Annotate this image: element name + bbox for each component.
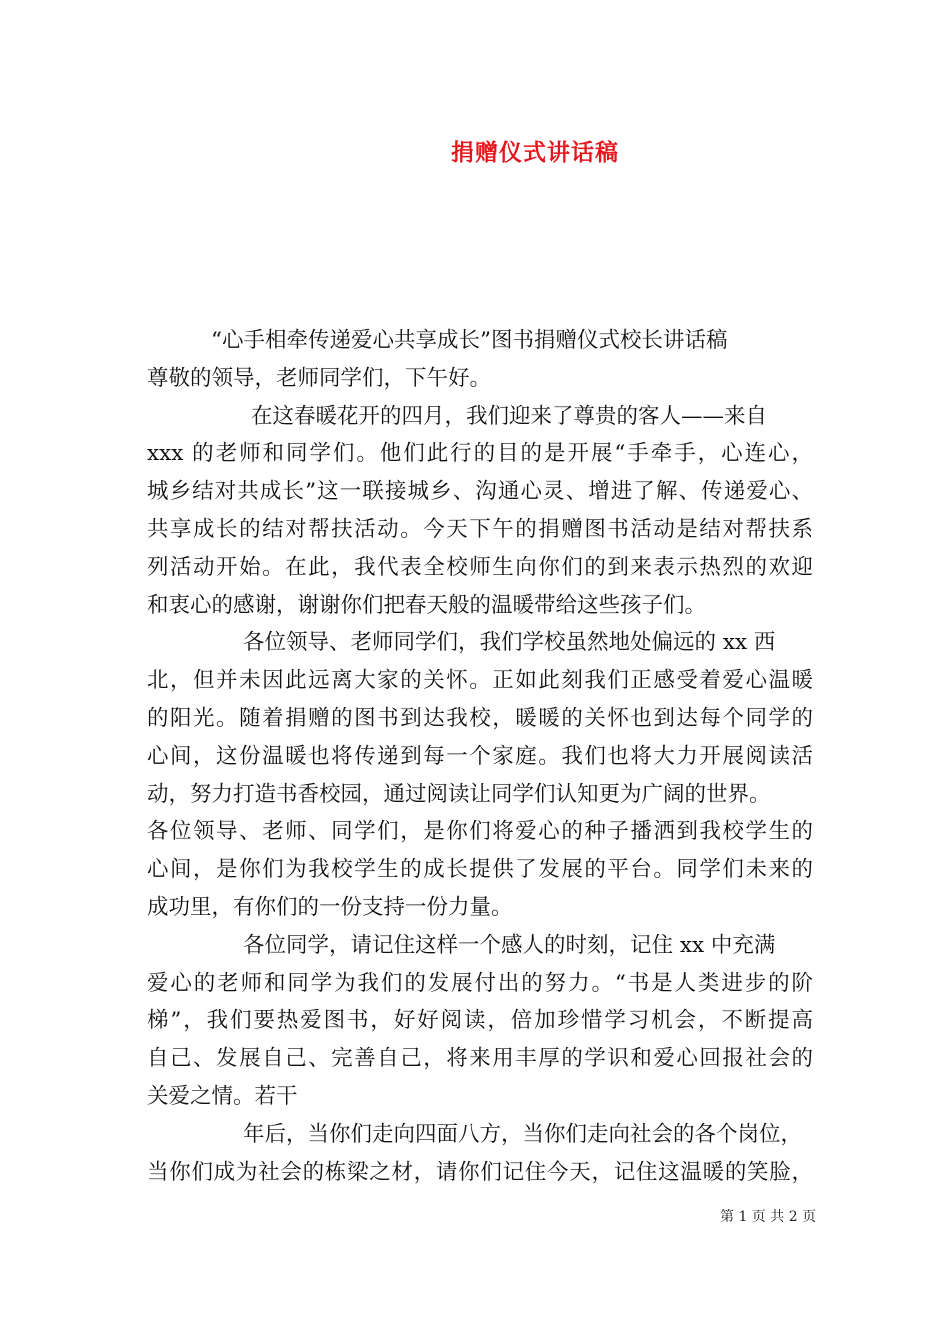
text-line: “心手相牵传递爱心共享成长”图书捐赠仪式校长讲话稿 — [211, 328, 728, 353]
page-number: 第 1 页 共 2 页 — [720, 1209, 817, 1225]
text-line: 当你们成为社会的栋梁之材，请你们记住今天，记住这温暖的笑脸， — [147, 1159, 813, 1185]
text-line: 和衷心的感谢，谢谢你们把春天般的温暖带给这些孩子们。 — [147, 592, 707, 618]
text-line: 各位同学，请记住这样一个感人的时刻，记住 xx 中充满 — [243, 932, 776, 958]
text-line: xxx 的老师和同学们。他们此行的目的是开展“手牵手，心连心， — [147, 441, 813, 467]
text-line: 梯”，我们要热爱图书，好好阅读，倍加珍惜学习机会，不断提高 — [147, 1008, 813, 1034]
text-line: 各位领导、老师、同学们，是你们将爱心的种子播洒到我校学生的 — [147, 819, 813, 845]
text-line: 列活动开始。在此，我代表全校师生向你们的到来表示热烈的欢迎 — [147, 554, 813, 580]
text-line: 自己、发展自己、完善自己，将来用丰厚的学识和爱心回报社会的 — [147, 1046, 813, 1072]
text-line: 成功里，有你们的一份支持一份力量。 — [147, 894, 513, 920]
text-line: 共享成长的结对帮扶活动。今天下午的捐赠图书活动是结对帮扶系 — [147, 516, 813, 542]
text-line: 尊敬的领导，老师同学们，下午好。 — [147, 365, 492, 391]
text-line: 北，但并未因此远离大家的关怀。正如此刻我们正感受着爱心温暖 — [147, 668, 813, 694]
text-line: 爱心的老师和同学为我们的发展付出的努力。“书是人类进步的阶 — [147, 970, 813, 996]
text-line: 关爱之情。若干 — [147, 1083, 298, 1109]
document-title: 捐赠仪式讲话稿 — [451, 140, 619, 166]
text-line: 城乡结对共成长”这一联接城乡、沟通心灵、增进了解、传递爱心、 — [147, 479, 813, 505]
text-line: 在这春暖花开的四月，我们迎来了尊贵的客人——来自 — [251, 403, 768, 429]
text-line: 的阳光。随着捐赠的图书到达我校，暖暖的关怀也到达每个同学的 — [147, 705, 813, 731]
document-body — [147, 322, 813, 1191]
text-line: 心间，是你们为我校学生的成长提供了发展的平台。同学们未来的 — [147, 857, 813, 883]
text-line: 年后，当你们走向四面八方，当你们走向社会的各个岗位， — [243, 1121, 803, 1147]
text-line: 心间，这份温暖也将传递到每一个家庭。我们也将大力开展阅读活 — [147, 743, 813, 769]
text-line: 各位领导、老师同学们，我们学校虽然地处偏远的 xx 西 — [243, 630, 776, 656]
text-line: 动，努力打造书香校园，通过阅读让同学们认知更为广阔的世界。 — [147, 781, 771, 807]
